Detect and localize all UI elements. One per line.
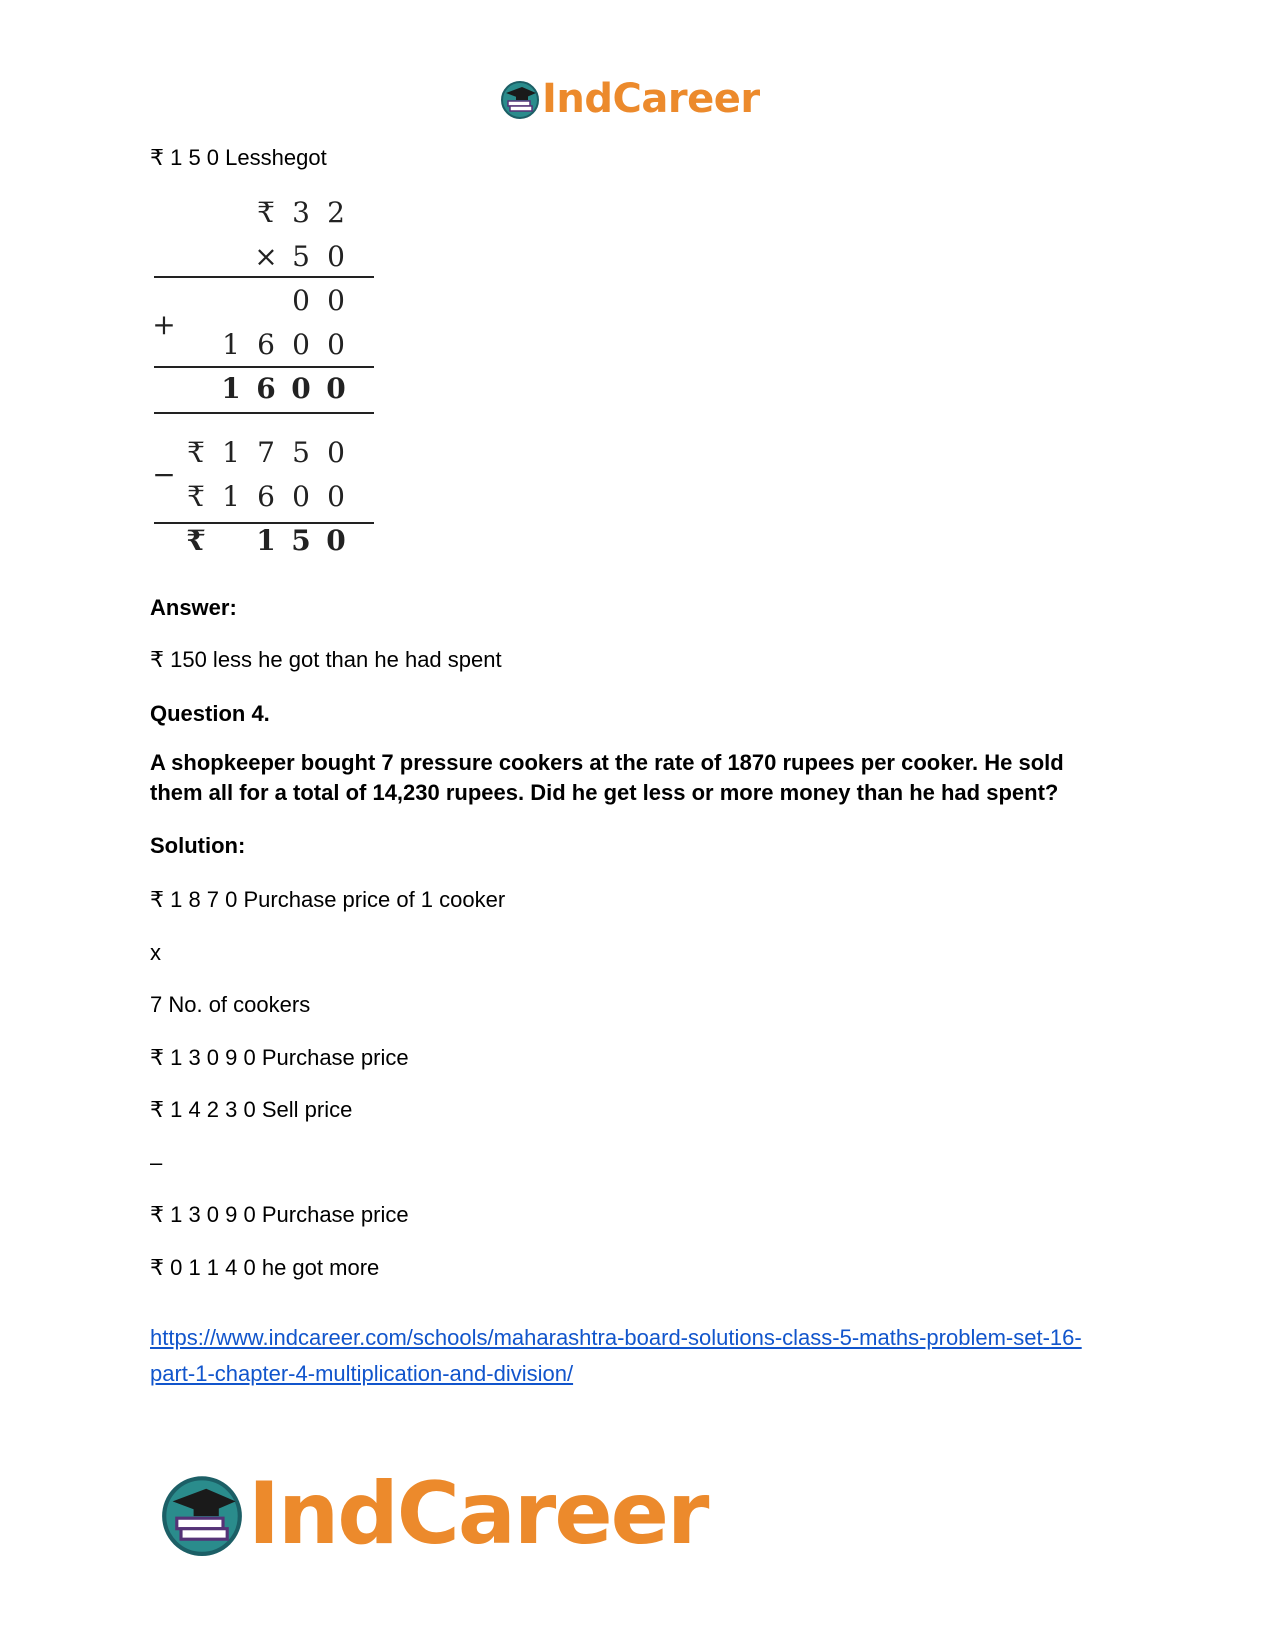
question-label: Question 4.	[150, 701, 270, 726]
calc-rule	[154, 366, 374, 368]
calc-digit: 0	[327, 480, 345, 513]
footer-logo	[160, 1464, 707, 1564]
answer-label: Answer:	[150, 595, 237, 620]
graduation-cap-book-icon	[500, 79, 540, 119]
calc-digit: 5	[291, 524, 311, 557]
calc-digit: ₹	[187, 480, 205, 513]
calc-digit: 1	[222, 436, 240, 469]
solution-line: ₹ 1 8 7 0 Purchase price of 1 cooker	[150, 887, 506, 912]
calc-digit: 6	[257, 328, 275, 361]
source-link[interactable]	[150, 1320, 1140, 1392]
calc-digit: 0	[291, 372, 311, 405]
solution-line: ₹ 1 3 0 9 0 Purchase price	[150, 1202, 409, 1227]
calc-digit: ×	[254, 240, 278, 273]
calc-digit: 7	[257, 436, 275, 469]
solution-label: Solution:	[150, 833, 246, 858]
solution-line: ₹ 1 4 2 3 0 Sell price	[150, 1097, 353, 1122]
calc-digit: 0	[326, 524, 346, 557]
calc-digit: 5	[292, 436, 310, 469]
calc-digit: 1	[222, 480, 240, 513]
calc-rule	[154, 412, 374, 414]
calc-digit: ₹	[257, 196, 275, 229]
calc-digit: 0	[327, 240, 345, 273]
calc-digit: 1	[222, 328, 240, 361]
question-text: A shopkeeper bought 7 pressure cookers at the rate of 1870 rupees per cooker. He sold them all for a total of 14,230 rupees. Did he get less or more money than he had spent?	[150, 750, 1064, 805]
calc-digit: 0	[326, 372, 346, 405]
calc-digit: 5	[292, 240, 310, 273]
calc-digit: 0	[327, 436, 345, 469]
solution-line: ₹ 0 1 1 4 0 he got more	[150, 1255, 380, 1280]
calc-rule	[154, 276, 374, 278]
calc-rule	[154, 522, 374, 524]
calc-digit: 2	[327, 196, 345, 229]
calc-digit: 0	[292, 328, 310, 361]
calc-digit: 0	[327, 284, 345, 317]
calc-operator: +	[152, 308, 176, 341]
calc-digit: 1	[256, 524, 276, 557]
calc-digit: 6	[256, 372, 276, 405]
solution-line: 7 No. of cookers	[150, 992, 311, 1017]
source-link-line2[interactable]: part-1-chapter-4-multiplication-and-division/	[150, 1361, 574, 1386]
calc-digit: 6	[257, 480, 275, 513]
header-logo	[500, 76, 760, 122]
calc-digit: 0	[292, 284, 310, 317]
column-calculation	[150, 196, 380, 590]
calc-operator: −	[152, 458, 176, 491]
answer-text: ₹ 150 less he got than he had spent	[150, 647, 502, 672]
calc-digit: ₹	[186, 524, 206, 557]
graduation-cap-book-icon	[160, 1472, 244, 1556]
calc-digit: 1	[221, 372, 241, 405]
logo-wordmark: IndCareer	[248, 1464, 708, 1564]
solution-line: –	[150, 1150, 163, 1175]
solution-line: x	[150, 940, 161, 965]
calc-digit: ₹	[187, 436, 205, 469]
source-link-line1[interactable]: https://www.indcareer.com/schools/maharashtra-board-solutions-class-5-maths-problem-set-16-	[150, 1325, 1082, 1350]
calc-digit: 3	[292, 196, 310, 229]
calc-digit: 0	[292, 480, 310, 513]
logo-wordmark: IndCareer	[542, 76, 760, 122]
intro-line: ₹ 1 5 0 Lesshegot	[150, 145, 327, 170]
calc-digit: 0	[327, 328, 345, 361]
solution-line: ₹ 1 3 0 9 0 Purchase price	[150, 1045, 409, 1070]
